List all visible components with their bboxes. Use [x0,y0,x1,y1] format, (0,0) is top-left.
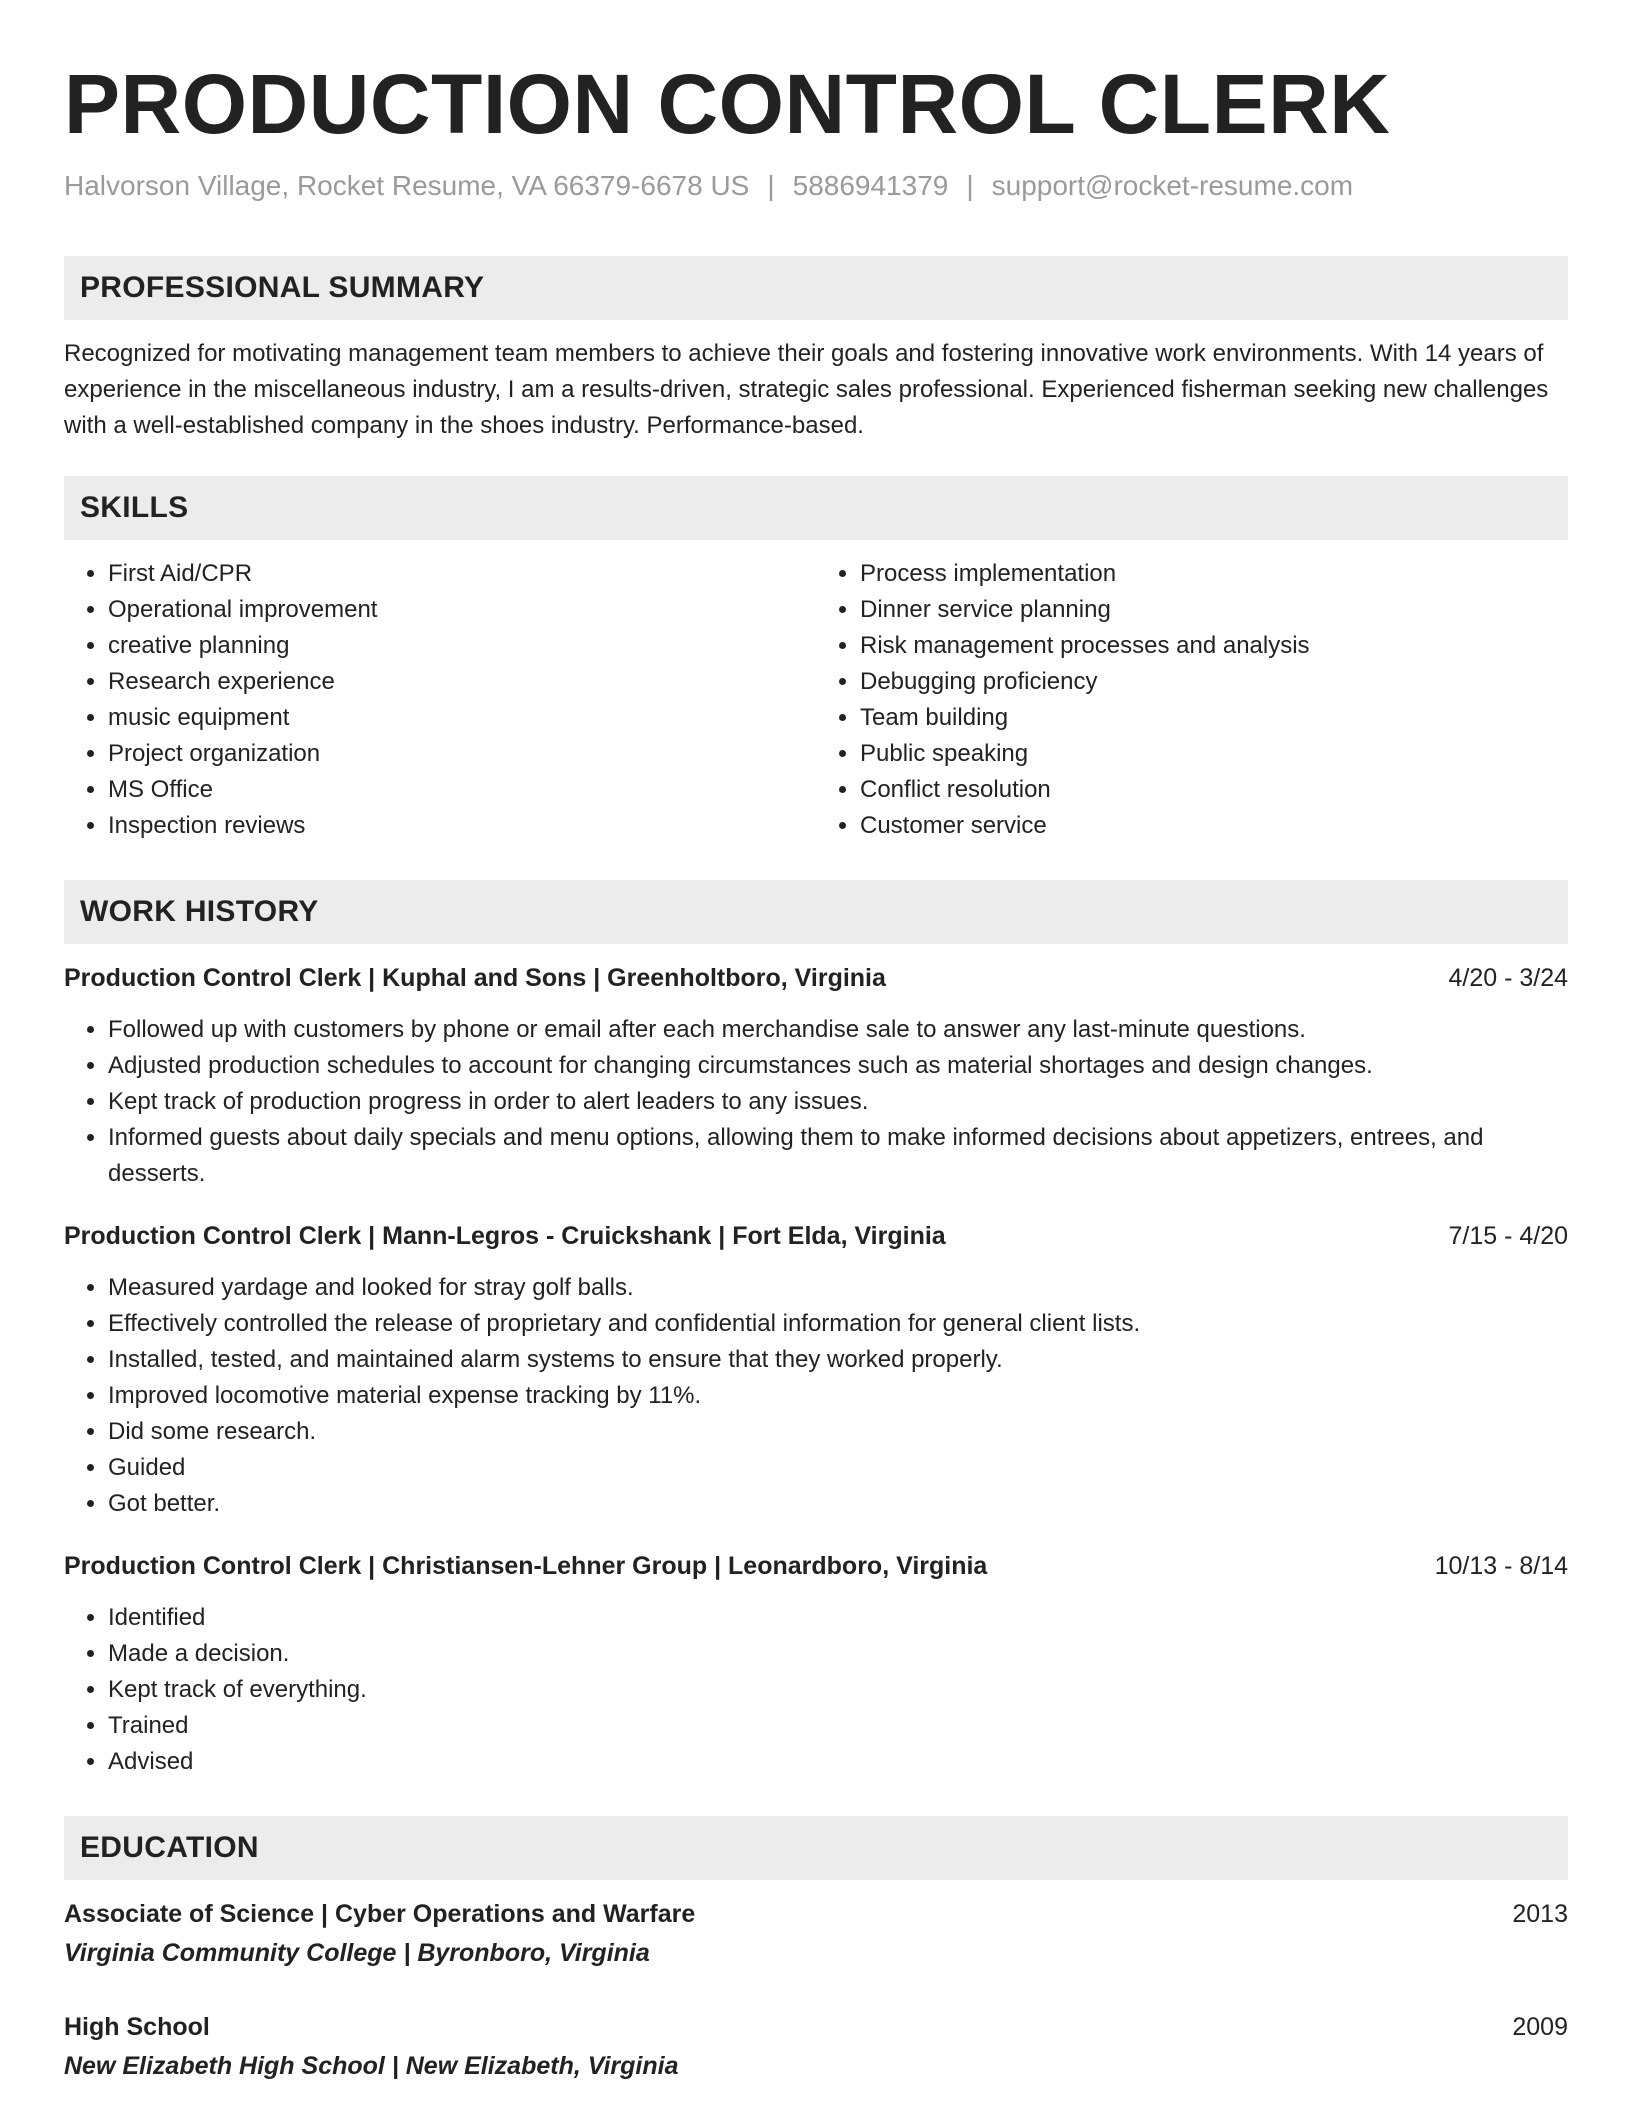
contact-address: Halvorson Village, Rocket Resume, VA 66379-6678 US [64,170,750,201]
summary-text: Recognized for motivating management team members to achieve their goals and fostering innovative work environments. With 14 years of experience in the miscellaneous industry, I am a results-driven, strategic sales professional. Experienced fisherman seeking new challenges with a well-established company in the shoes industry. Performance-based. [64,340,1549,439]
job-bullets [64,1270,1568,1522]
skill-item: • Conflict resolution [860,772,1568,808]
job-bullets [64,1012,1568,1192]
skill-item: • Debugging proficiency [860,664,1568,700]
job-bullet: • Measured yardage and looked for stray golf balls. [108,1270,1568,1306]
work-history-section [64,880,1568,1780]
contact-separator: | [966,170,974,201]
education-entry [64,2009,1568,2084]
skill-item: • creative planning [108,628,816,664]
skill-item: • MS Office [108,772,816,808]
job-bullet: • Got better. [108,1486,1568,1522]
job-title: Production Control Clerk | Mann-Legros - Cruickshank | Fort Elda, Virginia [64,1222,946,1250]
education-degree: Associate of Science | Cyber Operations and Warfare [64,1900,696,1928]
job-dates: 7/15 - 4/20 [1448,1222,1568,1250]
skills-columns [64,556,1568,844]
contact-phone: 5886941379 [792,170,949,201]
job-bullet: • Made a decision. [108,1636,1568,1672]
education-header [64,2009,1568,2045]
job-entry [64,1218,1568,1522]
education-school: Virginia Community College | Byronboro, Virginia [64,1939,650,1967]
skill-item: • Dinner service planning [860,592,1568,628]
job-dates: 4/20 - 3/24 [1448,964,1568,992]
job-header [64,960,1568,996]
job-bullet: • Kept track of production progress in order to alert leaders to any issues. [108,1084,1568,1120]
skill-item: • Customer service [860,808,1568,844]
job-dates: 10/13 - 8/14 [1434,1552,1568,1580]
job-bullet: • Followed up with customers by phone or email after each merchandise sale to answer any last-minute questions. [108,1012,1568,1048]
job-bullet: • Identified [108,1600,1568,1636]
job-bullet: • Improved locomotive material expense tracking by 11%. [108,1378,1568,1414]
skills-list-left [64,556,816,844]
job-bullet: • Installed, tested, and maintained alarm systems to ensure that they worked properly. [108,1342,1568,1378]
job-bullet: • Informed guests about daily specials and menu options, allowing them to make informed decisions about appetizers, entrees, and desserts. [108,1120,1568,1192]
skill-item: • Public speaking [860,736,1568,772]
skills-heading: SKILLS [64,476,1568,540]
job-title: Production Control Clerk | Christiansen-Lehner Group | Leonardboro, Virginia [64,1552,988,1580]
job-title: Production Control Clerk | Kuphal and Sons | Greenholtboro, Virginia [64,964,886,992]
education-section [64,1816,1568,2084]
job-bullet: • Guided [108,1450,1568,1486]
education-school: New Elizabeth High School | New Elizabeth, Virginia [64,2052,679,2080]
skills-list-right [816,556,1568,844]
job-bullets [64,1600,1568,1780]
candidate-name: PRODUCTION CONTROL CLERK [64,57,1391,151]
job-header [64,1218,1568,1254]
education-heading: EDUCATION [64,1816,1568,1880]
education-header [64,1896,1568,1932]
education-year: 2009 [1512,2013,1568,2041]
skill-item: • Inspection reviews [108,808,816,844]
education-year: 2013 [1512,1900,1568,1928]
summary-section [64,256,1568,444]
contact-separator: | [767,170,775,201]
job-bullet: • Advised [108,1744,1568,1780]
job-bullet: • Did some research. [108,1414,1568,1450]
education-degree: High School [64,2013,210,2041]
job-entry [64,1548,1568,1780]
skill-item: • Project organization [108,736,816,772]
job-bullet: • Adjusted production schedules to account for changing circumstances such as material shortages and design changes. [108,1048,1568,1084]
skill-item: • music equipment [108,700,816,736]
skill-item: • Research experience [108,664,816,700]
summary-heading: PROFESSIONAL SUMMARY [64,256,1568,320]
job-bullet: • Trained [108,1708,1568,1744]
contact-line [64,168,1568,204]
skill-item: • Operational improvement [108,592,816,628]
skill-item: • First Aid/CPR [108,556,816,592]
job-entry [64,960,1568,1192]
skills-section [64,476,1568,844]
contact-email: support@rocket-resume.com [991,170,1354,201]
job-header [64,1548,1568,1584]
job-bullet: • Kept track of everything. [108,1672,1568,1708]
skill-item: • Team building [860,700,1568,736]
work-history-heading: WORK HISTORY [64,880,1568,944]
education-entry [64,1896,1568,1971]
skill-item: • Process implementation [860,556,1568,592]
job-bullet: • Effectively controlled the release of proprietary and confidential information for general client lists. [108,1306,1568,1342]
skill-item: • Risk management processes and analysis [860,628,1568,664]
